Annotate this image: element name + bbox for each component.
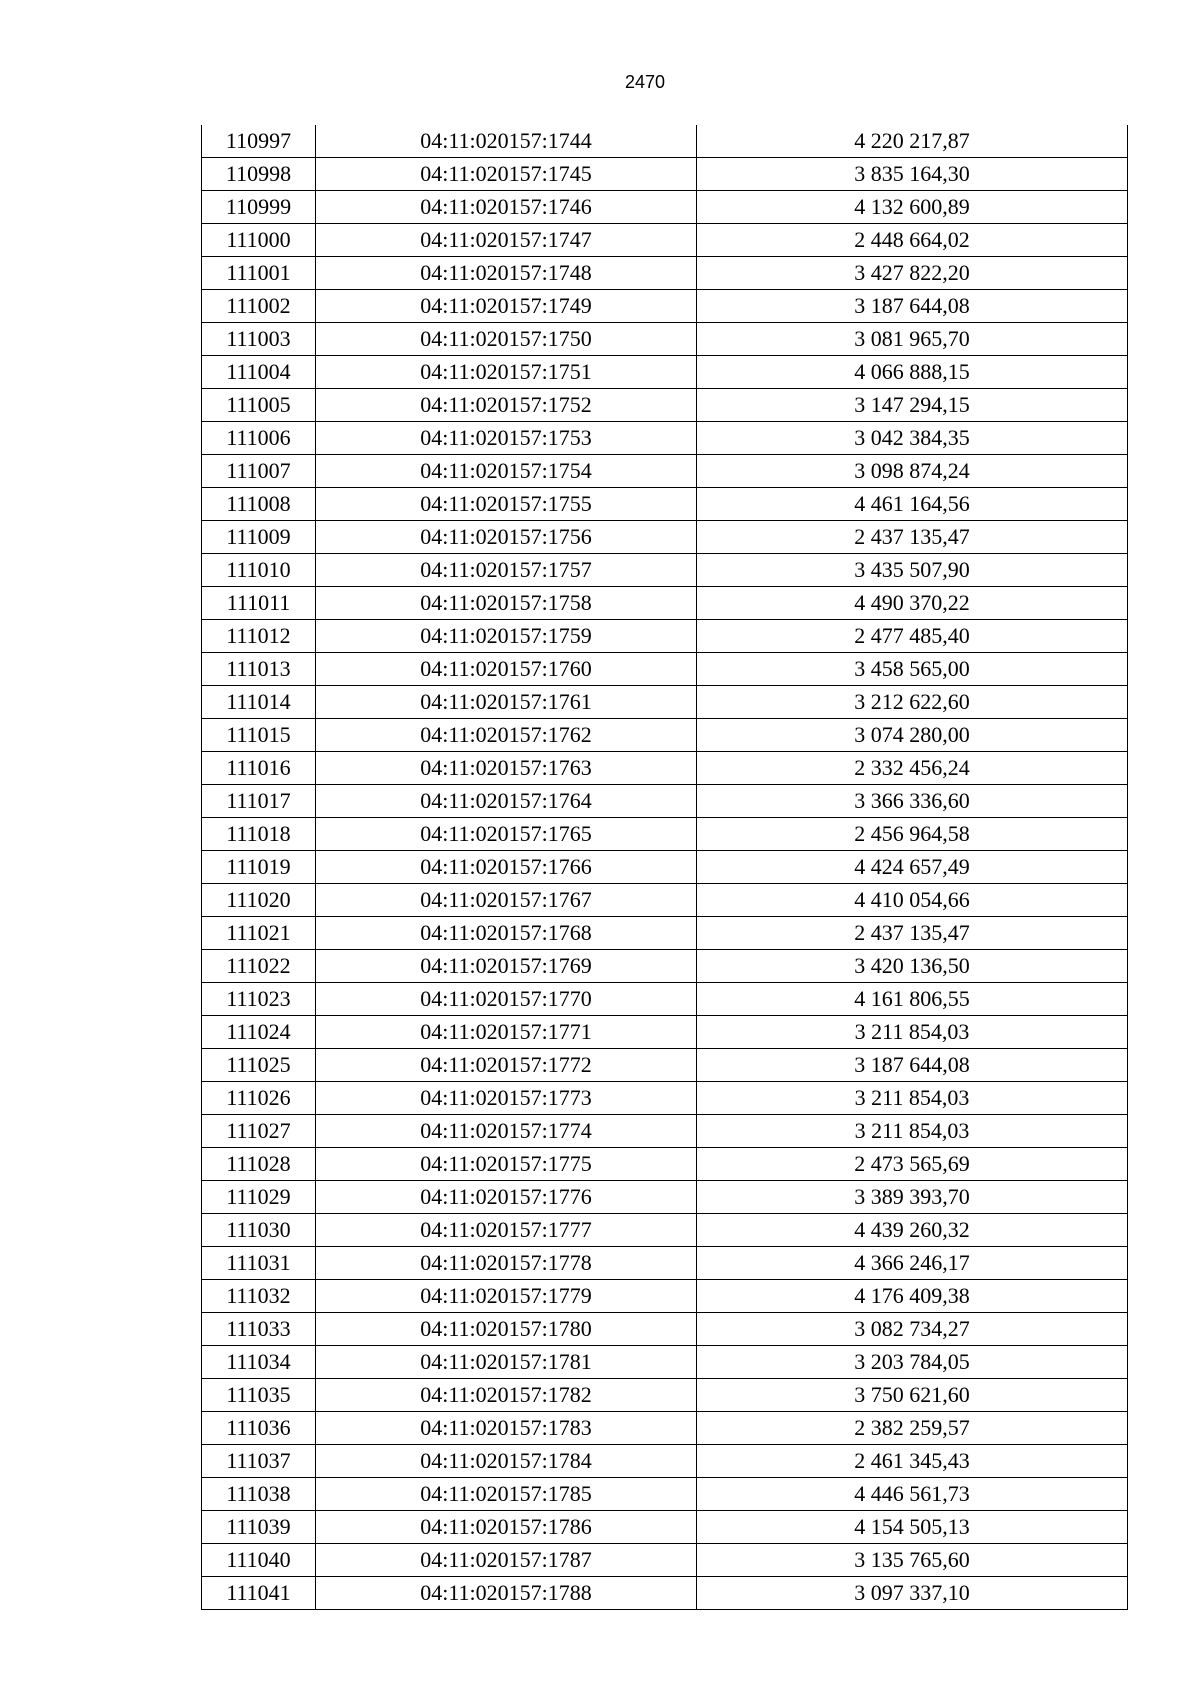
cadastral-number-cell: 04:11:020157:1772	[316, 1049, 697, 1082]
row-number-cell: 111012	[202, 620, 316, 653]
cadastral-number-cell: 04:11:020157:1762	[316, 719, 697, 752]
row-number-cell: 111002	[202, 290, 316, 323]
table-row	[202, 1247, 1128, 1280]
value-cell: 3 081 965,70	[697, 323, 1128, 356]
cadastral-number-cell: 04:11:020157:1775	[316, 1148, 697, 1181]
cadastral-number-cell: 04:11:020157:1786	[316, 1511, 697, 1544]
cadastral-number-cell: 04:11:020157:1746	[316, 191, 697, 224]
page-number: 2470	[624, 72, 666, 92]
row-number-cell: 110999	[202, 191, 316, 224]
value-cell: 2 473 565,69	[697, 1148, 1128, 1181]
table-row	[202, 1478, 1128, 1511]
table-row	[202, 686, 1128, 719]
row-number-cell: 111026	[202, 1082, 316, 1115]
cadastral-number-cell: 04:11:020157:1748	[316, 257, 697, 290]
table-row	[202, 785, 1128, 818]
value-cell: 4 424 657,49	[697, 851, 1128, 884]
cadastral-number-cell: 04:11:020157:1767	[316, 884, 697, 917]
value-cell: 3 097 337,10	[697, 1577, 1128, 1610]
table-row	[202, 719, 1128, 752]
value-cell: 4 490 370,22	[697, 587, 1128, 620]
cadastral-number-cell: 04:11:020157:1747	[316, 224, 697, 257]
value-cell: 3 187 644,08	[697, 290, 1128, 323]
value-cell: 4 366 246,17	[697, 1247, 1128, 1280]
table-row	[202, 983, 1128, 1016]
row-number-cell: 111004	[202, 356, 316, 389]
row-number-cell: 111003	[202, 323, 316, 356]
value-cell: 3 211 854,03	[697, 1115, 1128, 1148]
registry-table	[201, 125, 1128, 1610]
cadastral-number-cell: 04:11:020157:1749	[316, 290, 697, 323]
cadastral-number-cell: 04:11:020157:1758	[316, 587, 697, 620]
row-number-cell: 111029	[202, 1181, 316, 1214]
value-cell: 3 420 136,50	[697, 950, 1128, 983]
row-number-cell: 111032	[202, 1280, 316, 1313]
row-number-cell: 111017	[202, 785, 316, 818]
table-row	[202, 1577, 1128, 1610]
cadastral-number-cell: 04:11:020157:1764	[316, 785, 697, 818]
value-cell: 3 211 854,03	[697, 1016, 1128, 1049]
value-cell: 3 427 822,20	[697, 257, 1128, 290]
value-cell: 3 082 734,27	[697, 1313, 1128, 1346]
row-number-cell: 111021	[202, 917, 316, 950]
value-cell: 2 382 259,57	[697, 1412, 1128, 1445]
row-number-cell: 111024	[202, 1016, 316, 1049]
value-cell: 3 074 280,00	[697, 719, 1128, 752]
value-cell: 2 477 485,40	[697, 620, 1128, 653]
table-row	[202, 1181, 1128, 1214]
table-row	[202, 554, 1128, 587]
value-cell: 3 389 393,70	[697, 1181, 1128, 1214]
row-number-cell: 111033	[202, 1313, 316, 1346]
table-row	[202, 422, 1128, 455]
value-cell: 4 220 217,87	[697, 125, 1128, 158]
row-number-cell: 110998	[202, 158, 316, 191]
cadastral-number-cell: 04:11:020157:1752	[316, 389, 697, 422]
value-cell: 2 332 456,24	[697, 752, 1128, 785]
value-cell: 3 366 336,60	[697, 785, 1128, 818]
table-row	[202, 1049, 1128, 1082]
value-cell: 2 461 345,43	[697, 1445, 1128, 1478]
table-row	[202, 1148, 1128, 1181]
cadastral-number-cell: 04:11:020157:1778	[316, 1247, 697, 1280]
row-number-cell: 111031	[202, 1247, 316, 1280]
cadastral-number-cell: 04:11:020157:1744	[316, 125, 697, 158]
value-cell: 3 435 507,90	[697, 554, 1128, 587]
cadastral-number-cell: 04:11:020157:1783	[316, 1412, 697, 1445]
table-row	[202, 356, 1128, 389]
table-row	[202, 389, 1128, 422]
row-number-cell: 111037	[202, 1445, 316, 1478]
value-cell: 4 066 888,15	[697, 356, 1128, 389]
row-number-cell: 111006	[202, 422, 316, 455]
value-cell: 3 212 622,60	[697, 686, 1128, 719]
row-number-cell: 111005	[202, 389, 316, 422]
table-row	[202, 1016, 1128, 1049]
table-row	[202, 1082, 1128, 1115]
row-number-cell: 110997	[202, 125, 316, 158]
value-cell: 3 203 784,05	[697, 1346, 1128, 1379]
table-row	[202, 818, 1128, 851]
row-number-cell: 111019	[202, 851, 316, 884]
value-cell: 3 458 565,00	[697, 653, 1128, 686]
row-number-cell: 111035	[202, 1379, 316, 1412]
row-number-cell: 111034	[202, 1346, 316, 1379]
cadastral-number-cell: 04:11:020157:1745	[316, 158, 697, 191]
value-cell: 4 410 054,66	[697, 884, 1128, 917]
value-cell: 3 750 621,60	[697, 1379, 1128, 1412]
cadastral-number-cell: 04:11:020157:1774	[316, 1115, 697, 1148]
table-row	[202, 917, 1128, 950]
cadastral-number-cell: 04:11:020157:1770	[316, 983, 697, 1016]
value-cell: 4 176 409,38	[697, 1280, 1128, 1313]
value-cell: 4 132 600,89	[697, 191, 1128, 224]
table-row	[202, 1544, 1128, 1577]
value-cell: 2 448 664,02	[697, 224, 1128, 257]
cadastral-number-cell: 04:11:020157:1766	[316, 851, 697, 884]
table-row	[202, 587, 1128, 620]
row-number-cell: 111009	[202, 521, 316, 554]
table-row	[202, 125, 1128, 158]
cadastral-number-cell: 04:11:020157:1768	[316, 917, 697, 950]
cadastral-number-cell: 04:11:020157:1761	[316, 686, 697, 719]
value-cell: 4 161 806,55	[697, 983, 1128, 1016]
row-number-cell: 111025	[202, 1049, 316, 1082]
row-number-cell: 111030	[202, 1214, 316, 1247]
value-cell: 3 835 164,30	[697, 158, 1128, 191]
table-row	[202, 950, 1128, 983]
row-number-cell: 111001	[202, 257, 316, 290]
cadastral-number-cell: 04:11:020157:1787	[316, 1544, 697, 1577]
value-cell: 3 147 294,15	[697, 389, 1128, 422]
table-row	[202, 290, 1128, 323]
row-number-cell: 111039	[202, 1511, 316, 1544]
cadastral-number-cell: 04:11:020157:1756	[316, 521, 697, 554]
row-number-cell: 111014	[202, 686, 316, 719]
cadastral-number-cell: 04:11:020157:1784	[316, 1445, 697, 1478]
table-row	[202, 1280, 1128, 1313]
table-row	[202, 620, 1128, 653]
cadastral-number-cell: 04:11:020157:1759	[316, 620, 697, 653]
cadastral-number-cell: 04:11:020157:1755	[316, 488, 697, 521]
table-row	[202, 158, 1128, 191]
value-cell: 3 042 384,35	[697, 422, 1128, 455]
row-number-cell: 111008	[202, 488, 316, 521]
table-row	[202, 653, 1128, 686]
row-number-cell: 111040	[202, 1544, 316, 1577]
cadastral-number-cell: 04:11:020157:1754	[316, 455, 697, 488]
row-number-cell: 111018	[202, 818, 316, 851]
table-row	[202, 1511, 1128, 1544]
value-cell: 3 135 765,60	[697, 1544, 1128, 1577]
table-row	[202, 455, 1128, 488]
cadastral-number-cell: 04:11:020157:1750	[316, 323, 697, 356]
row-number-cell: 111023	[202, 983, 316, 1016]
row-number-cell: 111013	[202, 653, 316, 686]
table-row	[202, 884, 1128, 917]
row-number-cell: 111028	[202, 1148, 316, 1181]
cadastral-number-cell: 04:11:020157:1769	[316, 950, 697, 983]
table-row	[202, 521, 1128, 554]
cadastral-number-cell: 04:11:020157:1785	[316, 1478, 697, 1511]
cadastral-number-cell: 04:11:020157:1771	[316, 1016, 697, 1049]
value-cell: 4 446 561,73	[697, 1478, 1128, 1511]
row-number-cell: 111027	[202, 1115, 316, 1148]
table-row	[202, 257, 1128, 290]
value-cell: 3 211 854,03	[697, 1082, 1128, 1115]
row-number-cell: 111036	[202, 1412, 316, 1445]
table-row	[202, 1412, 1128, 1445]
value-cell: 4 154 505,13	[697, 1511, 1128, 1544]
value-cell: 2 437 135,47	[697, 917, 1128, 950]
row-number-cell: 111020	[202, 884, 316, 917]
cadastral-number-cell: 04:11:020157:1765	[316, 818, 697, 851]
row-number-cell: 111041	[202, 1577, 316, 1610]
cadastral-number-cell: 04:11:020157:1779	[316, 1280, 697, 1313]
table-row	[202, 1214, 1128, 1247]
table-row	[202, 1445, 1128, 1478]
value-cell: 4 461 164,56	[697, 488, 1128, 521]
row-number-cell: 111010	[202, 554, 316, 587]
value-cell: 3 187 644,08	[697, 1049, 1128, 1082]
row-number-cell: 111022	[202, 950, 316, 983]
cadastral-number-cell: 04:11:020157:1776	[316, 1181, 697, 1214]
table-row	[202, 1313, 1128, 1346]
table-row	[202, 191, 1128, 224]
registry-table-body	[202, 125, 1128, 1610]
table-row	[202, 1115, 1128, 1148]
row-number-cell: 111000	[202, 224, 316, 257]
table-row	[202, 224, 1128, 257]
cadastral-number-cell: 04:11:020157:1751	[316, 356, 697, 389]
cadastral-number-cell: 04:11:020157:1782	[316, 1379, 697, 1412]
cadastral-number-cell: 04:11:020157:1780	[316, 1313, 697, 1346]
table-row	[202, 323, 1128, 356]
row-number-cell: 111007	[202, 455, 316, 488]
table-row	[202, 851, 1128, 884]
table-row	[202, 1346, 1128, 1379]
row-number-cell: 111011	[202, 587, 316, 620]
row-number-cell: 111016	[202, 752, 316, 785]
cadastral-number-cell: 04:11:020157:1757	[316, 554, 697, 587]
cadastral-number-cell: 04:11:020157:1781	[316, 1346, 697, 1379]
value-cell: 2 456 964,58	[697, 818, 1128, 851]
row-number-cell: 111015	[202, 719, 316, 752]
cadastral-number-cell: 04:11:020157:1788	[316, 1577, 697, 1610]
cadastral-number-cell: 04:11:020157:1753	[316, 422, 697, 455]
cadastral-number-cell: 04:11:020157:1777	[316, 1214, 697, 1247]
table-row	[202, 752, 1128, 785]
cadastral-number-cell: 04:11:020157:1760	[316, 653, 697, 686]
table-row	[202, 1379, 1128, 1412]
row-number-cell: 111038	[202, 1478, 316, 1511]
cadastral-number-cell: 04:11:020157:1763	[316, 752, 697, 785]
value-cell: 4 439 260,32	[697, 1214, 1128, 1247]
cadastral-number-cell: 04:11:020157:1773	[316, 1082, 697, 1115]
value-cell: 2 437 135,47	[697, 521, 1128, 554]
table-row	[202, 488, 1128, 521]
value-cell: 3 098 874,24	[697, 455, 1128, 488]
